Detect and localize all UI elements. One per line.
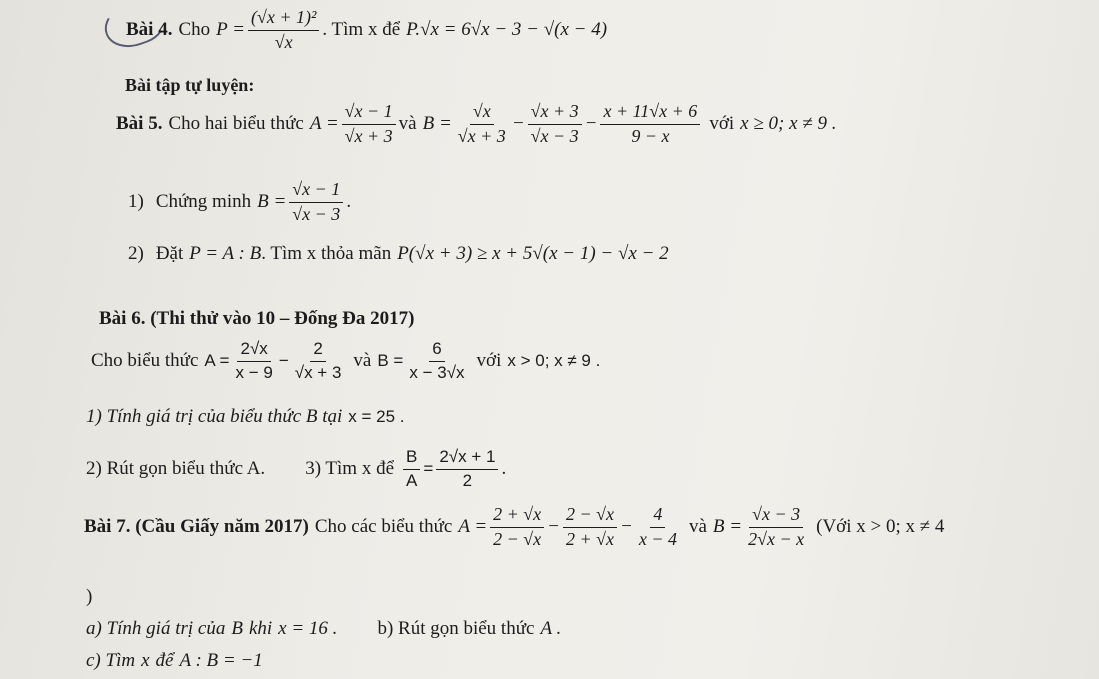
q1-fraction — [289, 180, 343, 225]
problem-6-text: Cho biểu thức — [91, 350, 199, 372]
p-denominator: √x — [274, 31, 293, 52]
problem-5-text: Cho hai biểu thức — [168, 113, 304, 135]
q7-c-x: x — [141, 650, 150, 671]
problem-6-condition: x > 0; x ≠ 9 . — [507, 351, 601, 371]
b1-numerator: √x — [470, 102, 494, 125]
problem-7-qa-qb — [86, 618, 561, 640]
a7-2-numerator: 2 − √x — [563, 505, 617, 528]
a7-2-denominator: 2 + √x — [566, 528, 615, 549]
a7-fraction-3 — [636, 505, 680, 550]
a6-equals: A = — [204, 351, 230, 371]
practice-title: Bài tập tự luyện: — [125, 75, 255, 95]
q7-a-value: x = 16 . — [278, 618, 338, 639]
q6-2-text: 2) Rút gọn biểu thức A. — [86, 458, 266, 480]
problem-7-title: Bài 7. (Cầu Giấy năm 2017) — [84, 516, 309, 538]
a7-3-numerator: 4 — [650, 505, 665, 528]
q1-text: Chứng minh — [155, 191, 252, 213]
b-fraction-1 — [455, 102, 509, 147]
b-fraction-2 — [528, 102, 582, 147]
problem-5-q2 — [128, 243, 669, 265]
q6-3-lhs-numerator: B — [403, 448, 420, 470]
problem-5-condition: x ≥ 0; x ≠ 9 . — [740, 113, 837, 135]
a-equals: A = — [309, 113, 339, 135]
p-equals: P = — [216, 19, 245, 41]
a-numerator: √x − 1 — [342, 102, 396, 125]
b-equals: B = — [422, 113, 452, 135]
a6-1-numerator: 2√x — [237, 340, 270, 362]
b6-fraction — [406, 340, 467, 382]
q7-a-mid: khi — [248, 618, 273, 639]
q7-c-equation: A : B = −1 — [179, 650, 263, 671]
problem-4-line — [126, 8, 607, 53]
q1-label: 1) — [128, 191, 144, 213]
p-numerator: (√x + 1)² — [248, 8, 319, 31]
a-fraction — [342, 102, 396, 147]
q6-3-rhs-numerator: 2√x + 1 — [436, 448, 498, 470]
q7-b-a: A . — [540, 618, 562, 639]
q6-3-text: 3) Tìm x để — [305, 458, 395, 480]
problem-6-q2-q3: 2) Rút gọn biểu thức A. 3) Tìm x để $\frac{B}{A}$ = $\frac{2√x + 1}{2}$ . — [86, 447, 507, 490]
a-denominator: √x + 3 — [344, 125, 393, 146]
a7-equals: A = — [458, 516, 488, 538]
q2-text: Đặt — [155, 243, 184, 264]
b2-numerator: √x + 3 — [528, 102, 582, 125]
with-word: với — [709, 113, 735, 135]
q6-1-value: x = 25 . — [348, 407, 405, 426]
problem-7-close: ) — [86, 586, 93, 607]
q2-label: 2) — [128, 243, 144, 264]
problem-5-line: Bài 5. Cho hai biểu thức A = $\frac{√x - 1}{√x + 3}$ và B = $\frac{√x}{√x + 3}$ − $\frac{√x + 3}{√x - 3}$ − $\frac{x + 11√x + 6}{9 - x}$ với x ≥ 0; x ≠ 9 . — [116, 101, 837, 146]
problem-7-text: Cho các biểu thức — [314, 516, 453, 538]
a6-2-denominator: √x + 3 — [294, 362, 342, 382]
q7-b-text: b) Rút gọn biểu thức — [377, 618, 535, 639]
a7-1-denominator: 2 − √x — [493, 528, 542, 549]
problem-4-label: Bài 4. — [126, 19, 173, 41]
b1-denominator: √x + 3 — [457, 125, 506, 146]
a7-3-denominator: x − 4 — [638, 528, 677, 549]
b7-fraction — [745, 505, 807, 550]
q6-3-rhs-denominator: 2 — [462, 470, 473, 490]
problem-6-q1 — [86, 406, 405, 428]
b6-denominator: x − 3√x — [409, 362, 465, 382]
b2-denominator: √x − 3 — [530, 125, 579, 146]
b-fraction-3 — [600, 102, 700, 147]
q1-b-equals: B = — [257, 191, 287, 213]
problem-6-title: Bài 6. (Thi thử vào 10 – Đống Đa 2017) — [99, 308, 415, 329]
q7-c-text: c) Tìm — [86, 650, 136, 671]
problem-6-line: Cho biểu thức A = $\frac{2√x}{x - 9}$ − $\frac{2}{√x + 3}$ và B = $\frac{6}{x - 3√x}$ với x > 0; x ≠ 9 . — [91, 339, 601, 382]
q7-a-text: a) Tính giá trị của — [86, 618, 226, 639]
q2-mid: . Tìm x thỏa mãn — [261, 243, 392, 264]
a6-fraction-2 — [292, 340, 345, 382]
problem-4-mid: . Tìm x để — [322, 19, 401, 41]
q6-3-rhs — [436, 448, 498, 490]
and-word: và — [398, 113, 417, 135]
b3-numerator: x + 11√x + 6 — [600, 102, 700, 125]
a6-1-denominator: x − 9 — [235, 362, 273, 382]
q6-1-text: 1) Tính giá trị của biểu thức B tại — [86, 406, 343, 427]
problem-4-condition: P.√x = 6√x − 3 − √(x − 4) — [406, 19, 608, 41]
p-fraction — [248, 8, 319, 53]
and-word-7: và — [688, 516, 707, 538]
q7-a-b: B — [231, 618, 243, 639]
q2-expression: P = A : B — [189, 243, 262, 264]
b6-equals: B = — [377, 351, 404, 371]
b6-numerator: 6 — [429, 340, 444, 362]
b3-denominator: 9 − x — [631, 125, 670, 146]
with-word-6: với — [476, 350, 502, 372]
a7-fraction-2 — [563, 505, 617, 550]
a7-fraction-1 — [490, 505, 544, 550]
q7-c-mid: để — [155, 650, 174, 671]
b7-denominator: 2√x − x — [748, 528, 805, 549]
a6-fraction-1 — [232, 340, 275, 382]
problem-5-q1: 1) Chứng minh B = $\frac{√x - 1}{√x - 3}$ . — [128, 179, 352, 224]
q6-3-lhs — [403, 448, 420, 490]
and-word-6: và — [353, 350, 372, 372]
problem-7-qc — [86, 650, 263, 672]
q1-denominator: √x − 3 — [292, 203, 341, 224]
problem-7-line: Bài 7. (Cầu Giấy năm 2017) Cho các biểu thức A = $\frac{2 + √x}{2 - √x}$ − $\frac{2 - √x}{2 + √x}$ − $\frac{4}{x - 4}$ và B = $\frac{√x - 3}{2√x - x}$ (Với x > 0; x ≠ 4 — [84, 504, 945, 549]
problem-4-text: Cho — [178, 19, 211, 41]
a7-1-numerator: 2 + √x — [490, 505, 544, 528]
b7-numerator: √x − 3 — [749, 505, 803, 528]
problem-5-label: Bài 5. — [116, 113, 163, 135]
a6-2-numerator: 2 — [310, 340, 325, 362]
b7-equals: B = — [712, 516, 743, 538]
q6-3-lhs-denominator: A — [406, 470, 418, 490]
problem-7-condition: (Với x > 0; x ≠ 4 — [816, 516, 945, 538]
q1-numerator: √x − 1 — [289, 180, 343, 203]
q2-inequality: P(√x + 3) ≥ x + 5√(x − 1) − √x − 2 — [397, 243, 669, 264]
